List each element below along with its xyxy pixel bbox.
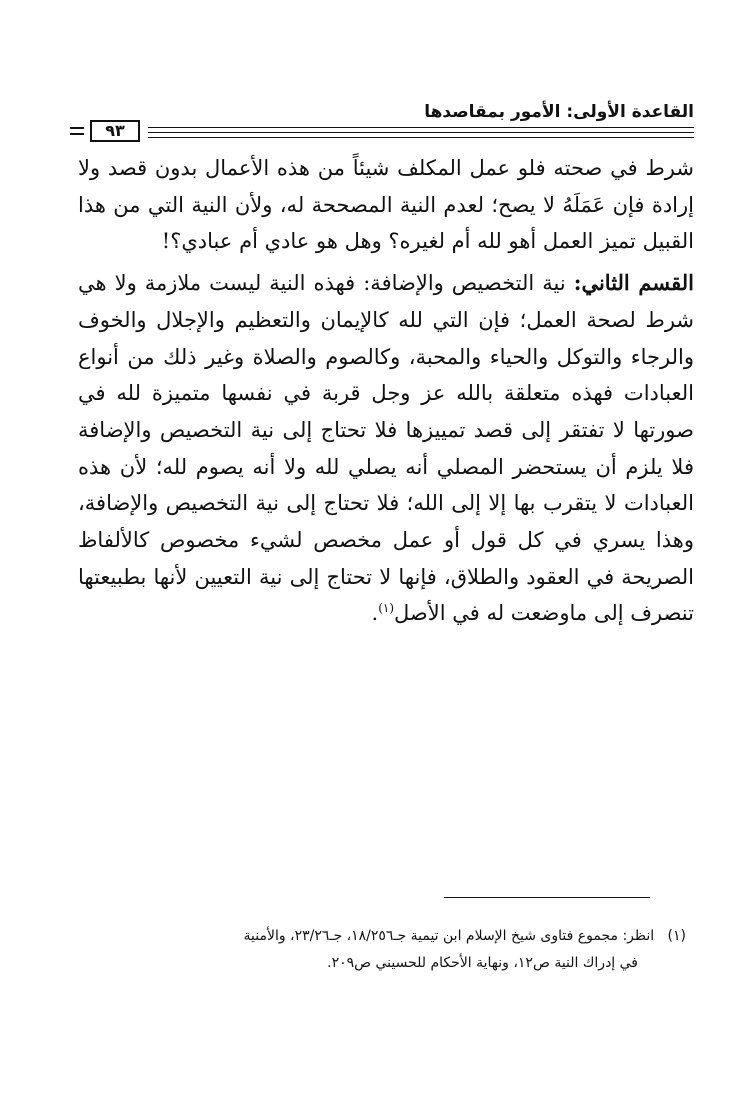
paragraph [78, 150, 694, 260]
paragraph-text: شرط في صحته فلو عمل المكلف شيئاً من هذه الأعمال بدون قصد ولا إرادة فإن عَمَلَهُ لا يصح؛ لعدم النية المصححة له، ولأن النية التي من هذا القبيل تميز العمل أهو لله أم لغيره؟ وهل هو عادي أم عبادي؟! [78, 156, 694, 254]
paragraph-end: . [371, 601, 379, 626]
footnote-text: في إدراك النية ص١٢، ونهاية الأحكام للحسيني ص٢٠٩. [327, 955, 638, 971]
paragraph-text: نية التخصيص والإضافة: فهذه النية ليست ملازمة ولا هي شرط لصحة العمل؛ فإن التي لله كالإيمان والتعظيم والإجلال والخوف والرجاء والتوكل والحياء والمحبة، وكالصوم والصلاة وغير ذلك من أنواع العبادات فهذه متعلقة بالله عز وجل قربة في نفسها متميزة لله في صورتها لا تفتقر إلى قصد تمييزها فلا تحتاج إلى نية التخصيص والإضافة فلا يلزم أن يستحضر المصلي أنه يصلي لله ولا أنه يصوم لله؛ لأن هذه العبادات لا يتقرب بها إلا إلى الله؛ فلا تحتاج إلى نية التخصيص والإضافة، وهذا يسري في كل قول أو عمل مخصص لشيء مخصوص كالألفاظ الصريحة في العقود والطلاق، فإنها لا تحتاج إلى نية التعيين لأنها بطبيعتها تنصرف إلى ماوضعت له في الأصل [78, 271, 694, 626]
footnote-text: انظر: مجموع فتاوى شيخ الإسلام ابن تيمية جـ١٨/٢٥٦، جـ٢٣/٢٦، والأمنية [243, 928, 655, 944]
footnote [88, 923, 686, 950]
paragraph [78, 265, 694, 632]
page-number-dash [70, 133, 84, 135]
footnote-continuation [88, 950, 686, 977]
page-number: ٩٣ [90, 120, 140, 142]
header-rule [148, 132, 694, 133]
footnote-reference[interactable]: (١) [378, 601, 395, 616]
footnote-separator [444, 897, 650, 898]
footnotes [88, 923, 686, 977]
page-header [70, 96, 694, 146]
header-rule [148, 127, 694, 128]
footnote-marker: (١) [667, 928, 686, 944]
page-number-dash [70, 127, 84, 129]
main-text [78, 150, 694, 760]
header-rule [148, 137, 694, 138]
running-title: القاعدة الأولى: الأمور بمقاصدها [424, 102, 694, 122]
section-label: القسم الثاني: [573, 270, 694, 296]
